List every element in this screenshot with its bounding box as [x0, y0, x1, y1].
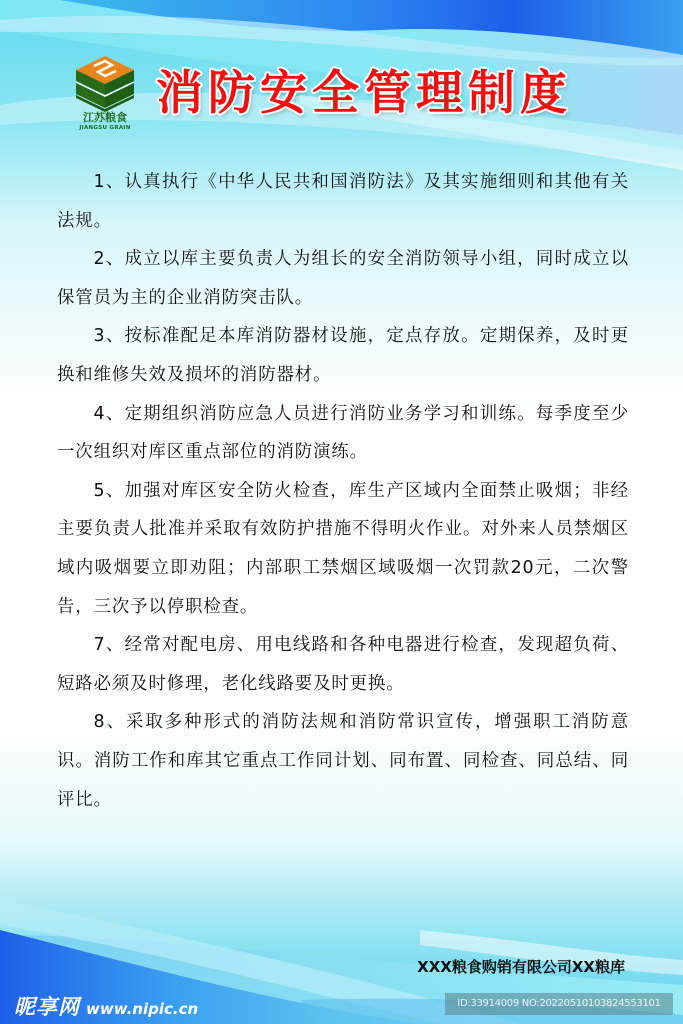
- watermark-site-name: 昵享网: [14, 995, 80, 1019]
- watermark-id-badge: ID:33914009 NO:20220510103824553101: [445, 993, 673, 1015]
- logo-name-en: JIANGSU GRAIN: [79, 125, 131, 131]
- regulation-list: [57, 163, 629, 819]
- regulation-item-4: 4、定期组织消防应急人员进行消防业务学习和训练。每季度至少一次组织对库区重点部位的消防演练。: [57, 403, 629, 463]
- regulation-item-2: 2、成立以库主要负责人为组长的安全消防领导小组，同时成立以保管员为主的企业消防突击队。: [57, 249, 629, 308]
- regulation-item-1: 1、认真执行《中华人民共和国消防法》及其实施细则和其他有关法规。: [57, 172, 629, 231]
- company-logo: [72, 52, 138, 134]
- page-title: 消防安全管理制度: [156, 66, 572, 121]
- regulation-item-3: 3、按标准配足本库消防器材设施，定点存放。定期保养，及时更换和维修失效及损坏的消防器材。: [57, 326, 629, 385]
- header: [0, 0, 683, 150]
- stacked-cube-logo-icon: [72, 52, 138, 112]
- watermark-site-logo: [14, 991, 198, 1021]
- logo-name-cn: 江苏粮食: [83, 111, 127, 124]
- regulation-item-5: 5、加强对库区安全防火检查，库生产区域内全面禁止吸烟；非经主要负责人批准并采取有效防护措施不得明火作业。对外来人员禁烟区域内吸烟要立即劝阻；内部职工禁烟区域吸烟一次罚款20元，二次警告，三次予以停职检查。: [57, 480, 629, 617]
- watermark-url: www.nipic.cn: [86, 1000, 199, 1018]
- company-signature: XXX粮食购销有限公司XX粮库: [417, 958, 625, 976]
- regulation-item-8: 8、采取多种形式的消防法规和消防常识宣传，增强职工消防意识。消防工作和库其它重点工作同计划、同布置、同检查、同总结、同评比。: [57, 712, 629, 810]
- regulation-item-7: 7、经常对配电房、用电线路和各种电器进行检查，发现超负荷、短路必须及时修理，老化线路要及时更换。: [57, 635, 629, 694]
